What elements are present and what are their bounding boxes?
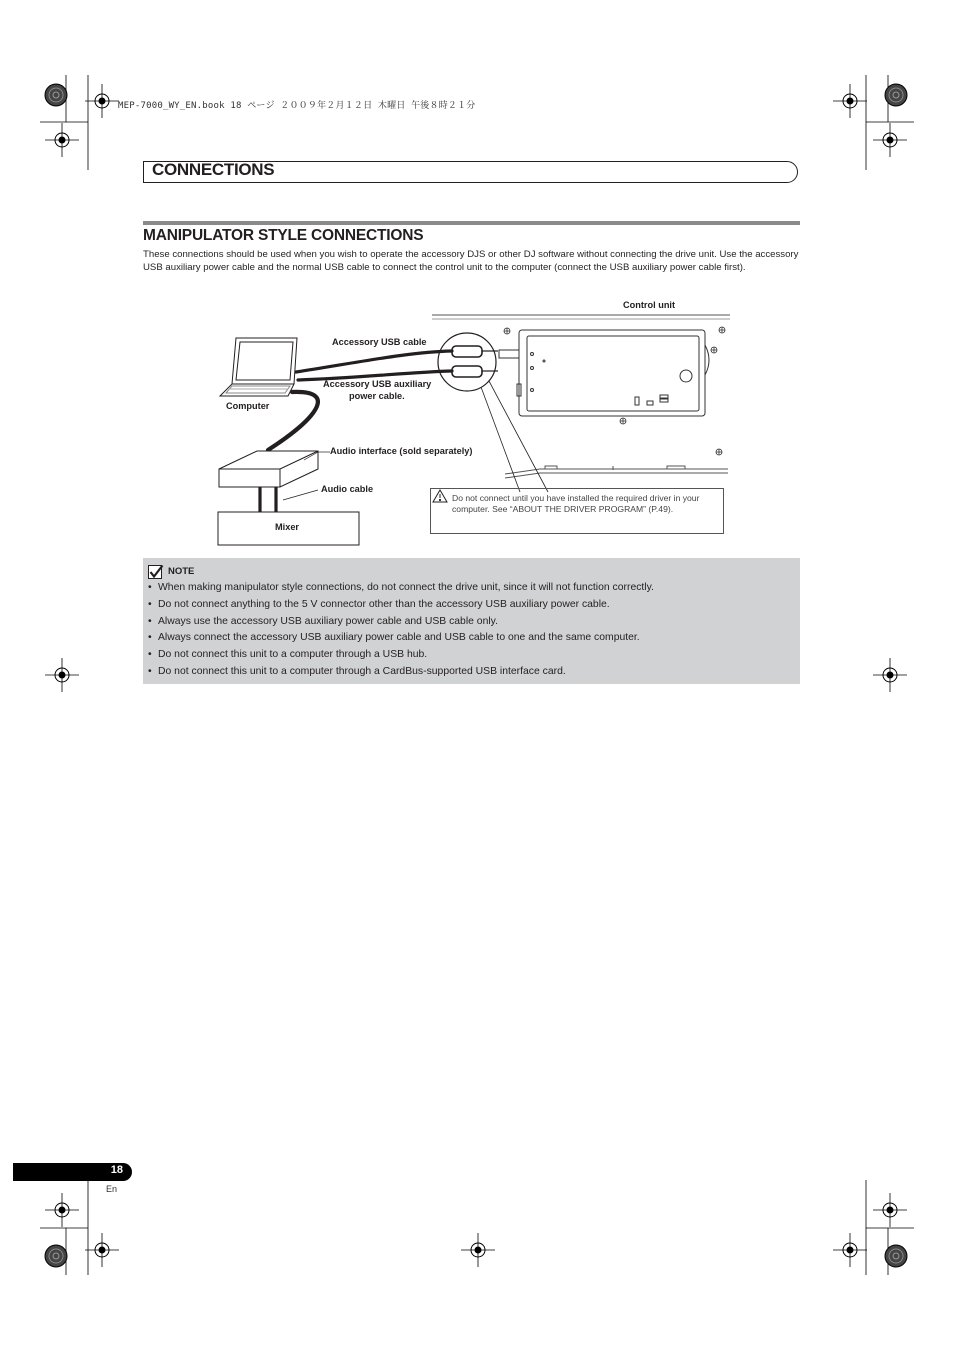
laptop-drawing	[220, 338, 297, 396]
section-title: CONNECTIONS	[152, 160, 275, 179]
audio-interface-drawing	[219, 451, 318, 487]
page-number: 18	[110, 1164, 123, 1176]
subsection-title: MANIPULATOR STYLE CONNECTIONS	[143, 227, 424, 244]
note-item: • Always use the accessory USB auxiliary power cable and USB cable only.	[148, 615, 798, 632]
note-list	[148, 581, 798, 682]
note-item: • Do not connect anything to the 5 V connector other than the accessory USB auxiliary power cable.	[148, 598, 798, 615]
unit-side-profile	[505, 466, 728, 478]
note-item: • When making manipulator style connections, do not connect the drive unit, since it will not function correctly.	[148, 581, 798, 598]
audio-cables	[260, 487, 276, 512]
connector-zoom-callout	[438, 333, 548, 492]
aux-cable-label-line2: power cable.	[349, 391, 405, 401]
usb-cable-label: Accessory USB cable	[332, 337, 427, 347]
control-unit-label: Control unit	[623, 300, 676, 310]
print-job-header: MEP-7000_WY_EN.book 18 ページ ２００９年２月１２日 木曜日 午後８時２１分	[118, 101, 476, 111]
audio-interface-label: Audio interface (sold separately)	[330, 446, 473, 456]
note-title: NOTE	[168, 566, 195, 577]
note-checkmark-icon	[148, 564, 164, 580]
mixer-label: Mixer	[275, 522, 300, 532]
note-item: • Do not connect this unit to a computer through a CardBus-supported USB interface card.	[148, 665, 798, 682]
page-language: En	[106, 1184, 118, 1194]
computer-label: Computer	[226, 401, 270, 411]
driver-warning-text: Do not connect until you have installed the required driver in your computer. See “ABOUT THE DRIVER PROGRAM” (P.49).	[452, 493, 700, 514]
note-item: • Always connect the accessory USB auxiliary power cable and USB cable to one and the same computer.	[148, 631, 798, 648]
screw-marks	[504, 327, 725, 455]
intro-paragraph: These connections should be used when you wish to operate the accessory DJS or other DJ software without connecting the drive unit. Use the accessory USB auxiliary power cable and the normal USB cable to connect the control unit to the computer (connect the USB auxiliary power cable first).	[143, 249, 799, 273]
note-item: • Do not connect this unit to a computer through a USB hub.	[148, 648, 798, 665]
audio-cable-label: Audio cable	[321, 484, 374, 494]
aux-cable-label-line1: Accessory USB auxiliary	[323, 379, 432, 389]
